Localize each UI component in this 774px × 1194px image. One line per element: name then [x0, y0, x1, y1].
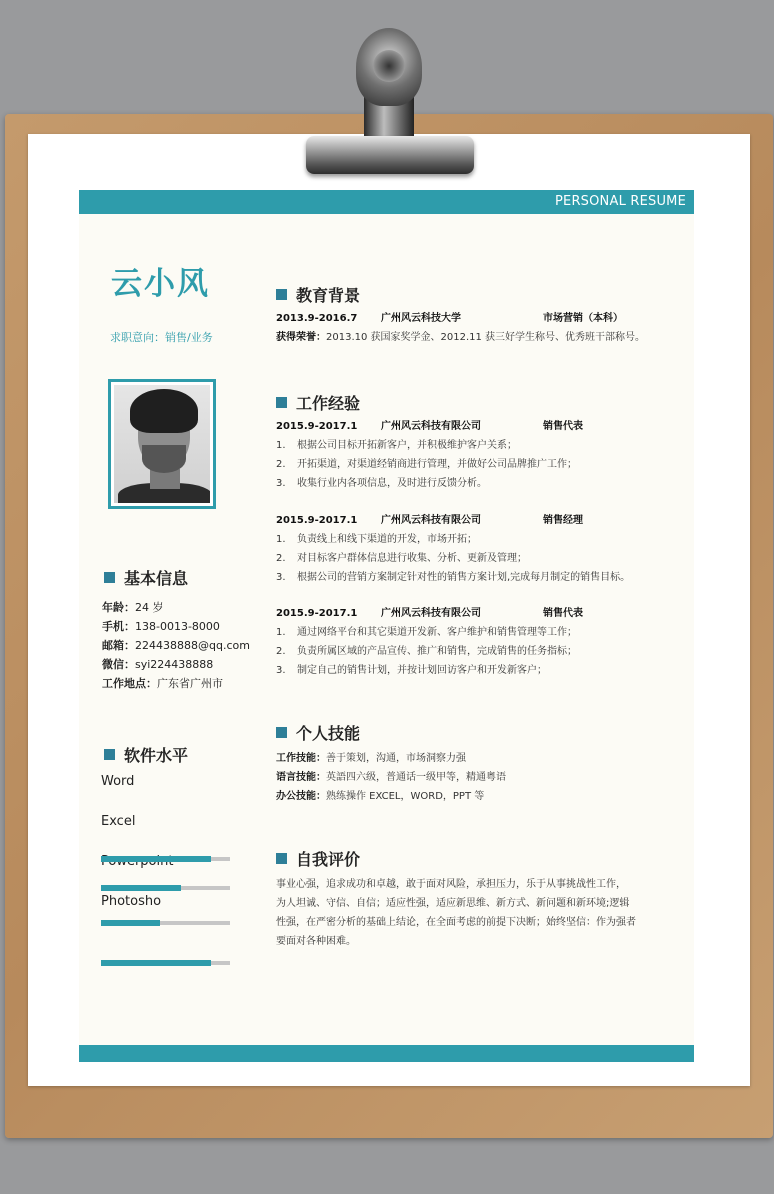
duty-item: 3. 收集行业内各项信息，及时进行反馈分析。: [276, 478, 487, 489]
self-eval-text: 事业心强，追求成功和卓越，敢于面对风险，承担压力，乐于从事挑战性工作， 为人坦诚、守信、自信；适应性强，适应新思维、新方式、新问题和新环境;逻辑 性强，在严密分析的基础上结论，在全面考虑的前提下决断；始终坚信：作为强者 要面对各种困难。: [276, 879, 636, 947]
section-square-icon: [104, 749, 115, 760]
skills-list: [276, 749, 676, 806]
self-eval-title: 自我评价: [276, 847, 360, 870]
duty-item: 2. 开拓渠道，对渠道经销商进行管理，并做好公司品牌推广工作；: [276, 459, 577, 470]
basic-info-title: 基本信息: [104, 566, 188, 589]
job-intent: 求职意向：销售/业务: [110, 331, 213, 344]
software-bar-fill: [101, 885, 181, 891]
software-name-photoshop: Photosho: [101, 894, 162, 909]
candidate-name: 云小风: [111, 266, 210, 302]
duty-item: 1. 根据公司目标开拓新客户，并积极维护客户关系；: [276, 440, 517, 451]
avatar: [108, 379, 216, 509]
software-name-word: Word: [101, 774, 135, 789]
job-entry: 2015.9-2017.1 广州风云科技有限公司 销售经理 1. 负责线上和线下渠道的开发，市场开拓； 2. 对目标客户群体信息进行收集、分析、更新及管理； 3. 根据公司的营销方案制定针对性的销售方案计划,完成每月制定的销售目标。: [276, 512, 676, 587]
section-square-icon: [276, 727, 287, 738]
section-square-icon: [104, 572, 115, 583]
header-band: PERSONAL RESUME: [79, 190, 694, 214]
binder-clip: [302, 28, 476, 178]
software-bar-powerpoint: [101, 921, 230, 925]
section-square-icon: [276, 289, 287, 300]
duty-item: 1. 通过网络平台和其它渠道开发新、客户维护和销售管理等工作；: [276, 627, 577, 638]
software-bar-excel: [101, 886, 230, 890]
skill-row: 工作技能：善于策划，沟通，市场洞察力强: [276, 753, 466, 764]
education-honor: 获得荣誉：2013.10 获国家奖学金、2012.11 获三好学生称号、优秀班干部称号。: [276, 332, 646, 343]
software-name-excel: Excel: [101, 814, 136, 829]
software-bar-fill: [101, 856, 211, 862]
duty-item: 3. 制定自己的销售计划，并按计划回访客户和开发新客户；: [276, 665, 547, 676]
basic-info-list: [102, 598, 250, 693]
section-square-icon: [276, 397, 287, 408]
duty-item: 2. 负责所属区域的产品宣传、推广和销售，完成销售的任务指标；: [276, 646, 577, 657]
software-bar-fill: [101, 960, 211, 966]
education-block: [276, 310, 676, 347]
experience-title: 工作经验: [276, 391, 360, 414]
skill-row: 办公技能：熟练操作 EXCEL，WORD，PPT 等: [276, 791, 485, 802]
software-title: 软件水平: [104, 743, 188, 766]
skills-title: 个人技能: [276, 721, 360, 744]
resume: [79, 190, 694, 1062]
portrait-image: [114, 385, 210, 503]
software-bar-fill: [101, 920, 160, 926]
info-row: 手机：138-0013-8000: [102, 620, 220, 633]
education-title: 教育背景: [276, 283, 360, 306]
software-bar-word: [101, 857, 230, 861]
footer-band: [79, 1045, 694, 1062]
section-square-icon: [276, 853, 287, 864]
skill-row: 语言技能：英語四六级，普通话一级甲等，精通粤语: [276, 772, 506, 783]
duty-item: 1. 负责线上和线下渠道的开发，市场开拓；: [276, 534, 477, 545]
info-row: 微信：syi224438888: [102, 658, 214, 671]
duty-item: 3. 根据公司的营销方案制定针对性的销售方案计划,完成每月制定的销售目标。: [276, 572, 631, 583]
info-row: 年龄：24 岁: [102, 601, 164, 614]
duty-item: 2. 对目标客户群体信息进行收集、分析、更新及管理；: [276, 553, 527, 564]
job-entry: 2015.9-2017.1 广州风云科技有限公司 销售代表 1. 通过网络平台和其它渠道开发新、客户维护和销售管理等工作； 2. 负责所属区域的产品宣传、推广和销售，完成销售的任务指标； 3. 制定自己的销售计划，并按计划回访客户和开发新客户；: [276, 605, 676, 680]
info-row: 工作地点：广东省广州市: [102, 677, 223, 690]
info-row: 邮箱：224438888@qq.com: [102, 639, 250, 652]
software-bar-photoshop: [101, 961, 230, 965]
job-entry: 2015.9-2017.1 广州风云科技有限公司 销售代表 1. 根据公司目标开拓新客户，并积极维护客户关系； 2. 开拓渠道，对渠道经销商进行管理，并做好公司品牌推广工作； 3. 收集行业内各项信息，及时进行反馈分析。: [276, 418, 676, 493]
education-head: 2013.9-2016.7 广州风云科技大学 市场营销（本科）: [276, 313, 623, 324]
